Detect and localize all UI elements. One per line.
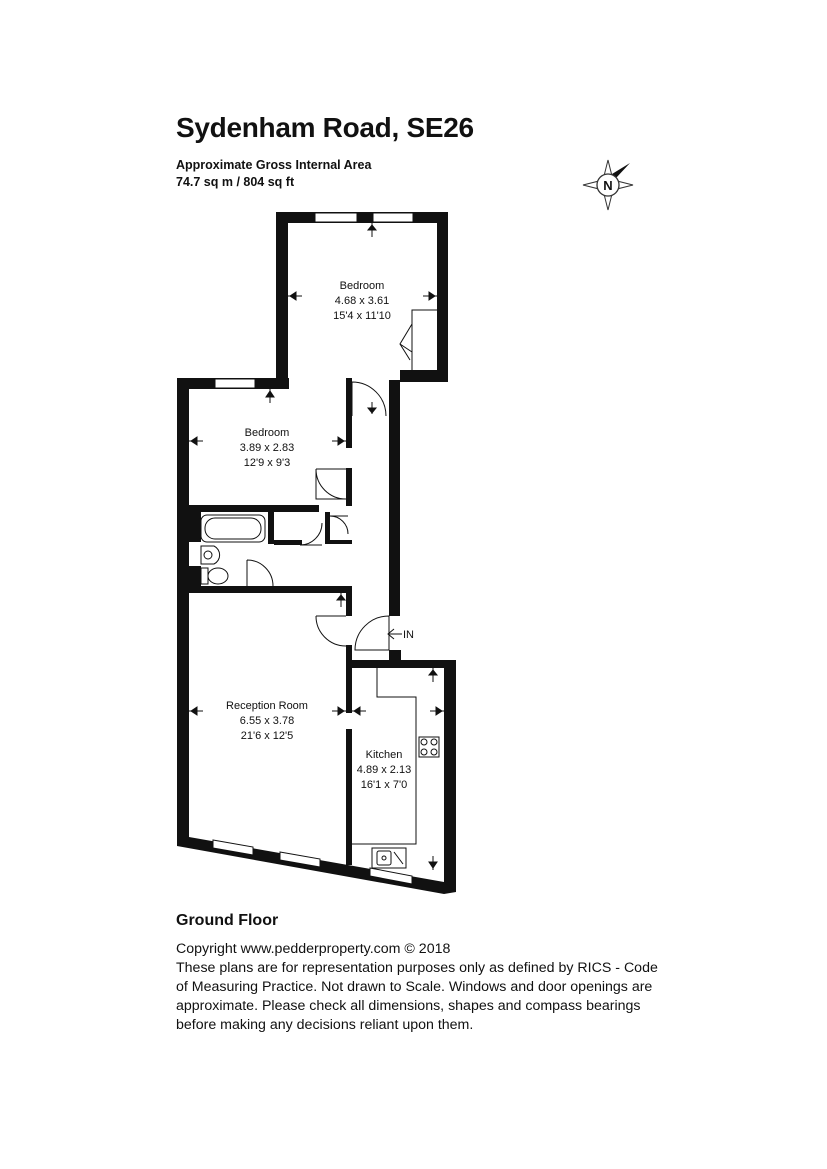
area-value: 74.7 sq m / 804 sq ft — [176, 175, 295, 189]
bedroom1-metric: 4.68 x 3.61 — [334, 295, 390, 307]
reception-metric: 6.55 x 3.78 — [239, 715, 295, 727]
bedroom1-imperial: 15'4 x 11'10 — [333, 310, 391, 322]
floor-label: Ground Floor — [176, 912, 279, 929]
bathroom-fixtures — [201, 515, 265, 584]
disclaimer-line-3: approximate. Please check all dimensions, shapes and compass bearings — [176, 998, 641, 1014]
reception-name: Reception Room — [226, 700, 308, 712]
disclaimer-line-2: of Measuring Practice. Not drawn to Scale. Windows and door openings are — [176, 979, 653, 995]
entrance-marker — [388, 629, 414, 641]
kitchen-name: Kitchen — [365, 749, 403, 761]
kitchen-imperial: 16'1 x 7'0 — [360, 779, 408, 791]
compass-letter: N — [603, 178, 613, 193]
reception-imperial: 21'6 x 12'5 — [240, 730, 294, 742]
bedroom2-imperial: 12'9 x 9'3 — [243, 457, 291, 469]
bedroom2-name: Bedroom — [244, 427, 290, 439]
disclaimer-line-1: These plans are for representation purposes only as defined by RICS - Code — [176, 960, 658, 976]
bedroom1-name: Bedroom — [339, 280, 385, 292]
area-label: Approximate Gross Internal Area — [176, 158, 372, 172]
bedroom2-metric: 3.89 x 2.83 — [239, 442, 295, 454]
disclaimer-line-4: before making any decisions reliant upon them. — [176, 1017, 474, 1033]
page-title: Sydenham Road, SE26 — [176, 112, 474, 143]
copyright-line: Copyright www.pedderproperty.com © 2018 — [176, 941, 451, 957]
entrance-label: IN — [403, 629, 414, 641]
compass-icon — [583, 160, 633, 210]
kitchen-metric: 4.89 x 2.13 — [356, 764, 412, 776]
